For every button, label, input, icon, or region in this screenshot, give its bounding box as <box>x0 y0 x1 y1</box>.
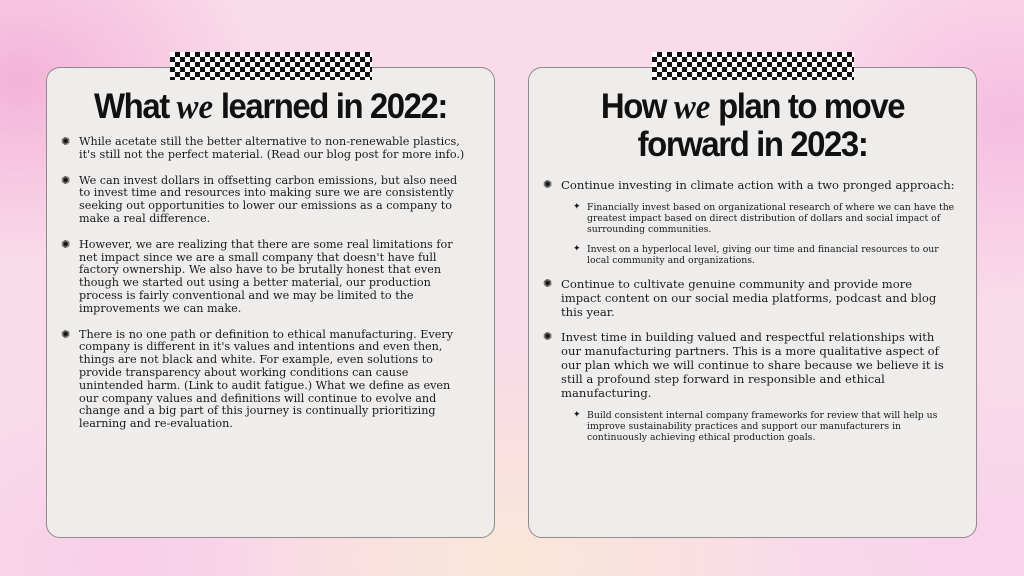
four-point-star-icon: ✦ <box>573 244 581 254</box>
sub-list-item: ✦ Build consistent internal company frameworks for review that will help us improve sustainability practices and support our manufacturers in continuously achieving ethical production goals. <box>573 410 938 443</box>
sub-list <box>561 202 956 266</box>
plan-2023-card <box>528 67 977 538</box>
checkered-tape-decoration <box>170 52 372 80</box>
four-point-star-icon: ✦ <box>573 202 581 212</box>
learned-list <box>47 136 494 431</box>
sun-burst-icon: ✺ <box>543 277 553 290</box>
list-item: ✺ Continue to cultivate genuine community and provide more impact content on our social media platforms, podcast and blog this year. <box>543 277 937 319</box>
list-item: ✺ However, we are realizing that there are some real limitations for net impact since we are a small company that doesn't have full factory ownership. We also have to be brutally honest that even though we started out using a better material, our production process is fairly conventional and we may be limited to the improvements we can make. <box>61 237 453 315</box>
four-point-star-icon: ✦ <box>573 410 581 420</box>
sub-list-item: ✦ Financially invest based on organizational research of where we can have the greatest impact based on direct distribution of dollars and social impact of surrounding communities. <box>573 202 955 235</box>
list-item: ✺ While acetate still the better alternative to non-renewable plastics, it's still not the perfect material. (Read our blog post for more info.) <box>61 135 465 161</box>
list-item: ✺ Invest time in building valued and respectful relationships with our manufacturing partners. This is a more qualitative aspect of our plan which we will continue to share because we believe it is still a profound step forward in responsible and ethical manufacturing. ✦ Build consistent internal company frameworks for review that will help us improve sustainability practices and support our manufacturers in continuously achieving ethical production goals. <box>543 330 956 443</box>
sub-list <box>561 410 956 443</box>
sun-burst-icon: ✺ <box>543 330 553 343</box>
sun-burst-icon: ✺ <box>61 173 71 187</box>
plan-2023-title: How we plan to move forward in 2023: <box>600 87 905 164</box>
learned-2022-title: What we learned in 2022: <box>94 87 447 126</box>
checkered-tape-decoration <box>652 52 854 80</box>
sun-burst-icon: ✺ <box>61 327 71 341</box>
sun-burst-icon: ✺ <box>543 178 553 191</box>
plan-list <box>529 178 976 443</box>
sun-burst-icon: ✺ <box>61 237 71 251</box>
sun-burst-icon: ✺ <box>61 135 71 148</box>
learned-2022-card <box>46 67 495 538</box>
list-item: ✺ Continue investing in climate action with a two pronged approach: ✦ Financially invest based on organizational research of where we can have the greatest impact based on direct distribution of dollars and social impact of surrounding communities. ✦ Invest on a hyperlocal level, giving our time and financial resources to our local community and organizations. <box>543 178 955 266</box>
list-item: ✺ There is no one path or definition to ethical manufacturing. Every company is different in it's values and intentions and even then, things are not black and white. For example, even solutions to provide transparency about working conditions can cause unintended harm. (Link to audit fatigue.) What we define as even our company values and definitions will continue to evolve and change and a big part of this journey is continually prioritizing learning and re-evaluation. <box>61 327 454 431</box>
sub-list-item: ✦ Invest on a hyperlocal level, giving our time and financial resources to our local community and organizations. <box>573 244 939 266</box>
list-item: ✺ We can invest dollars in offsetting carbon emissions, but also need to invest time and resources into making sure we are consistently seeking out opportunities to lower our emissions as a company to make a real difference. <box>61 173 458 225</box>
